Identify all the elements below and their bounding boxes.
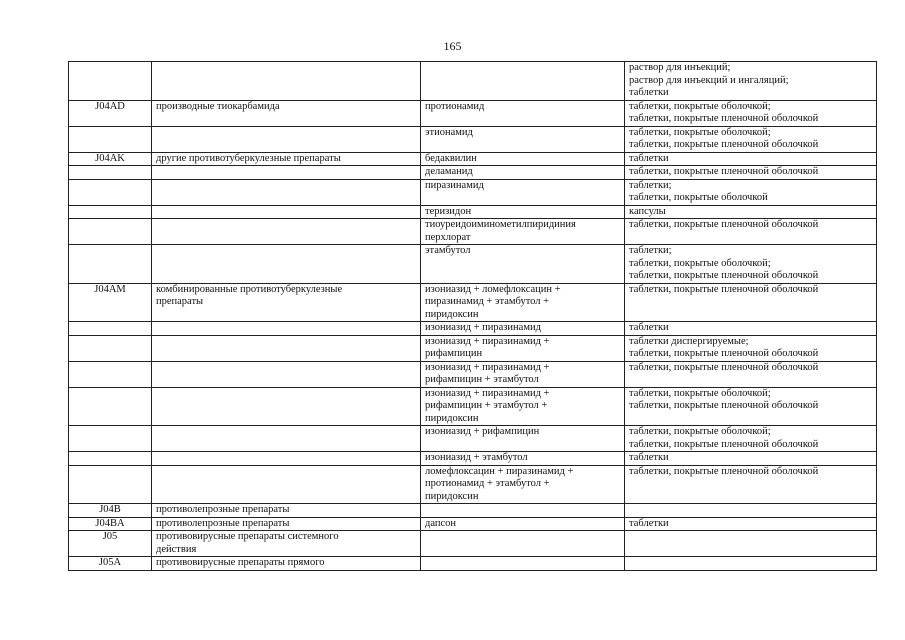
table-row <box>69 166 877 180</box>
atc-code-cell <box>69 426 152 452</box>
table-body <box>69 62 877 571</box>
atc-group-line: противовирусные препараты прямого <box>156 557 325 568</box>
dosage-form-cell <box>625 557 877 571</box>
drug-name-line: рифампицин <box>425 348 483 359</box>
page-number: 165 <box>443 39 462 53</box>
drug-name-line: тиоуреидоиминометилпиридиния <box>425 219 576 230</box>
atc-code-cell: J05A <box>69 557 152 571</box>
drug-name-cell <box>421 387 625 426</box>
drug-name-cell <box>421 179 625 205</box>
table-row <box>69 517 877 531</box>
table-row <box>69 557 877 571</box>
table-row <box>69 531 877 557</box>
atc-code-cell <box>69 452 152 466</box>
dosage-form-cell <box>625 531 877 557</box>
dosage-form-line: таблетки, покрытые пленочной оболочкой <box>629 465 819 477</box>
atc-group-line: комбинированные противотуберкулезные <box>156 283 343 295</box>
dosage-form-cell <box>625 100 877 126</box>
atc-group-cell <box>152 219 421 245</box>
drug-name-cell <box>421 126 625 152</box>
dosage-form-cell <box>625 205 877 219</box>
drug-name-cell <box>421 100 625 126</box>
dosage-form-line: таблетки <box>629 87 669 98</box>
dosage-form-cell <box>625 517 877 531</box>
drug-name-cell <box>421 426 625 452</box>
drug-name-cell <box>421 152 625 166</box>
atc-code-cell <box>69 205 152 219</box>
atc-group-line: производные тиокарбамида <box>156 100 280 112</box>
dosage-form-line: таблетки, покрытые пленочной оболочкой <box>629 113 819 124</box>
atc-group-cell <box>152 322 421 336</box>
dosage-form-line: таблетки, покрытые пленочной оболочкой <box>629 219 819 230</box>
drug-name-line: рифампицин + этамбутол + <box>425 400 548 411</box>
atc-code-cell <box>69 245 152 284</box>
atc-group-line: противолепрозные препараты <box>156 517 290 529</box>
atc-group-cell <box>152 465 421 504</box>
drug-name-cell <box>421 166 625 180</box>
dosage-form-cell <box>625 452 877 466</box>
atc-code-cell: J04AD <box>69 100 152 126</box>
drug-name-cell <box>421 322 625 336</box>
atc-group-cell <box>152 245 421 284</box>
drug-name-cell <box>421 452 625 466</box>
atc-code-cell <box>69 166 152 180</box>
dosage-form-line: таблетки, покрытые оболочкой; <box>629 100 771 112</box>
dosage-form-line: таблетки <box>629 152 669 164</box>
drug-name-line: теризидон <box>425 205 472 217</box>
atc-code-cell <box>69 335 152 361</box>
dosage-form-cell <box>625 322 877 336</box>
table-row <box>69 179 877 205</box>
drug-name-line: протионамид + этамбутол + <box>425 478 550 489</box>
atc-group-cell <box>152 504 421 518</box>
drug-name-line: изониазид + ломефлоксацин + <box>425 283 561 295</box>
atc-code-cell <box>69 179 152 205</box>
medicines-table <box>68 61 877 571</box>
table-row <box>69 465 877 504</box>
drug-name-line: этионамид <box>425 126 473 138</box>
dosage-form-line: таблетки; <box>629 245 672 256</box>
table-row <box>69 205 877 219</box>
drug-name-cell <box>421 219 625 245</box>
atc-code-cell <box>69 322 152 336</box>
table-row <box>69 335 877 361</box>
dosage-form-line: таблетки, покрытые оболочкой; <box>629 426 771 437</box>
dosage-form-line: таблетки, покрытые пленочной оболочкой <box>629 438 819 450</box>
dosage-form-line: таблетки, покрытые оболочкой; <box>629 257 771 269</box>
atc-code-cell: J05 <box>69 531 152 557</box>
table-row <box>69 219 877 245</box>
table-row <box>69 152 877 166</box>
table-row <box>69 245 877 284</box>
dosage-form-line: капсулы <box>629 205 666 217</box>
atc-group-cell <box>152 517 421 531</box>
dosage-form-line: таблетки <box>629 452 669 463</box>
drug-name-line: изониазид + рифампицин <box>425 426 540 437</box>
drug-name-line: изониазид + пиразинамид <box>425 322 541 333</box>
drug-name-cell <box>421 531 625 557</box>
drug-name-cell <box>421 517 625 531</box>
dosage-form-cell <box>625 166 877 180</box>
atc-group-cell <box>152 100 421 126</box>
dosage-form-line: таблетки <box>629 517 669 529</box>
atc-code-cell <box>69 361 152 387</box>
drug-name-cell <box>421 557 625 571</box>
atc-group-cell <box>152 335 421 361</box>
drug-name-line: пиразинамид <box>425 179 484 191</box>
dosage-form-cell <box>625 62 877 101</box>
dosage-form-line: таблетки, покрытые пленочной оболочкой <box>629 166 819 177</box>
drug-name-line: пиридоксин <box>425 308 479 320</box>
atc-code-cell: J04AK <box>69 152 152 166</box>
dosage-form-line: таблетки диспергируемые; <box>629 335 749 347</box>
atc-group-line: другие противотуберкулезные препараты <box>156 152 341 164</box>
dosage-form-line: раствор для инъекций и ингаляций; <box>629 74 789 86</box>
drug-name-line: перхлорат <box>425 231 471 243</box>
drug-name-cell <box>421 205 625 219</box>
atc-group-cell <box>152 387 421 426</box>
drug-name-cell <box>421 245 625 284</box>
dosage-form-line: таблетки <box>629 322 669 333</box>
atc-code-cell: J04AM <box>69 283 152 322</box>
drug-name-line: рифампицин + этамбутол <box>425 374 539 385</box>
table-row <box>69 322 877 336</box>
atc-group-line: препараты <box>156 296 204 307</box>
table-row <box>69 504 877 518</box>
drug-name-cell <box>421 335 625 361</box>
drug-name-cell <box>421 465 625 504</box>
atc-group-cell <box>152 426 421 452</box>
atc-group-cell <box>152 126 421 152</box>
table-row <box>69 452 877 466</box>
drug-name-cell <box>421 504 625 518</box>
table-row <box>69 361 877 387</box>
atc-group-cell <box>152 152 421 166</box>
table-row <box>69 100 877 126</box>
drug-name-line: изониазид + этамбутол <box>425 452 528 463</box>
dosage-form-line: таблетки, покрытые пленочной оболочкой <box>629 283 819 295</box>
drug-name-cell <box>421 361 625 387</box>
drug-name-line: протионамид <box>425 100 485 112</box>
dosage-form-cell <box>625 152 877 166</box>
atc-group-cell <box>152 205 421 219</box>
dosage-form-line: таблетки; <box>629 179 672 191</box>
dosage-form-cell <box>625 387 877 426</box>
dosage-form-line: таблетки, покрытые пленочной оболочкой <box>629 348 819 359</box>
atc-code-cell <box>69 62 152 101</box>
atc-group-cell <box>152 452 421 466</box>
table-row <box>69 283 877 322</box>
atc-group-cell <box>152 531 421 557</box>
drug-name-line: бедаквилин <box>425 152 477 164</box>
atc-code-cell <box>69 126 152 152</box>
drug-name-line: этамбутол <box>425 245 471 256</box>
dosage-form-cell <box>625 465 877 504</box>
atc-group-cell <box>152 62 421 101</box>
dosage-form-cell <box>625 361 877 387</box>
atc-code-cell: J04B <box>69 504 152 518</box>
atc-group-line: противовирусные препараты системного <box>156 531 339 542</box>
atc-code-cell <box>69 219 152 245</box>
atc-group-line: действия <box>156 543 197 555</box>
dosage-form-line: таблетки, покрытые оболочкой <box>629 192 768 203</box>
dosage-form-cell <box>625 283 877 322</box>
dosage-form-line: таблетки, покрытые пленочной оболочкой <box>629 400 819 411</box>
drug-name-line: изониазид + пиразинамид + <box>425 387 550 399</box>
dosage-form-line: таблетки, покрытые пленочной оболочкой <box>629 139 819 150</box>
drug-name-line: деламанид <box>425 166 473 177</box>
dosage-form-cell <box>625 245 877 284</box>
dosage-form-cell <box>625 335 877 361</box>
drug-name-cell <box>421 62 625 101</box>
atc-group-cell <box>152 166 421 180</box>
table-row <box>69 126 877 152</box>
dosage-form-cell <box>625 179 877 205</box>
atc-group-cell <box>152 361 421 387</box>
atc-group-cell <box>152 283 421 322</box>
table-row <box>69 62 877 101</box>
dosage-form-line: раствор для инъекций; <box>629 62 731 73</box>
atc-code-cell <box>69 465 152 504</box>
dosage-form-cell <box>625 426 877 452</box>
dosage-form-cell <box>625 126 877 152</box>
atc-group-cell <box>152 557 421 571</box>
atc-group-cell <box>152 179 421 205</box>
drug-name-line: дапсон <box>425 517 457 529</box>
drug-name-line: пиридоксин <box>425 490 479 502</box>
dosage-form-line: таблетки, покрытые оболочкой; <box>629 387 771 399</box>
drug-name-line: изониазид + пиразинамид + <box>425 335 550 347</box>
dosage-form-line: таблетки, покрытые оболочкой; <box>629 126 771 138</box>
drug-name-line: изониазид + пиразинамид + <box>425 361 550 373</box>
dosage-form-cell <box>625 219 877 245</box>
drug-name-line: пиридоксин <box>425 412 479 424</box>
atc-code-cell: J04BA <box>69 517 152 531</box>
table-row <box>69 426 877 452</box>
atc-group-line: противолепрозные препараты <box>156 504 290 515</box>
table-row <box>69 387 877 426</box>
dosage-form-line: таблетки, покрытые пленочной оболочкой <box>629 270 819 281</box>
drug-name-line: пиразинамид + этамбутол + <box>425 296 550 307</box>
dosage-form-line: таблетки, покрытые пленочной оболочкой <box>629 361 819 373</box>
drug-name-line: ломефлоксацин + пиразинамид + <box>425 465 574 477</box>
dosage-form-cell <box>625 504 877 518</box>
drug-name-cell <box>421 283 625 322</box>
atc-code-cell <box>69 387 152 426</box>
